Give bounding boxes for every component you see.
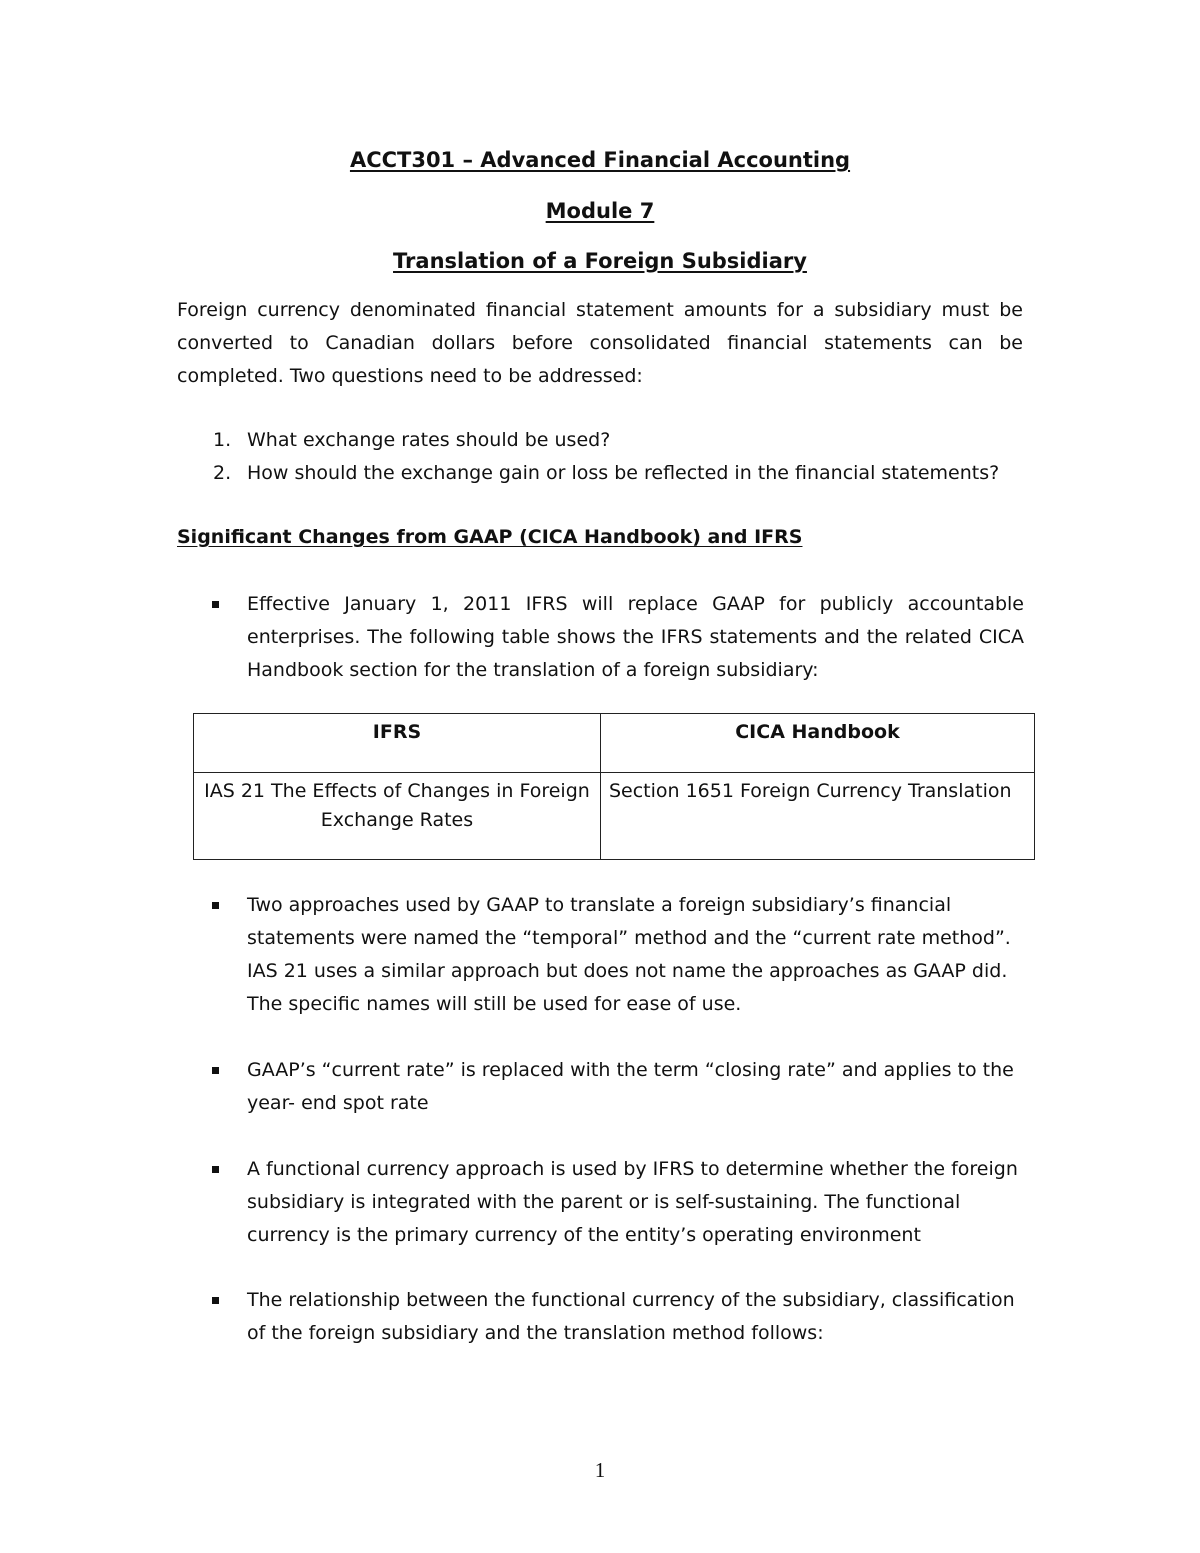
square-bullet-icon — [212, 902, 219, 909]
table-row — [194, 773, 1035, 860]
bullet-item — [212, 1054, 1024, 1120]
bullet-text: The relationship between the functional currency of the subsidiary, classification of the foreign subsidiary and the translation method follows: — [247, 1289, 1015, 1344]
table-cell-ifrs: IAS 21 The Effects of Changes in Foreign Exchange Rates — [194, 773, 601, 860]
bullet-item — [212, 889, 1024, 1021]
square-bullet-icon — [212, 1166, 219, 1173]
list-number: 1. — [213, 429, 232, 451]
section-heading: Significant Changes from GAAP (CICA Handbook) and IFRS — [177, 526, 803, 548]
page-number: 1 — [594, 1458, 606, 1482]
topic-title: Translation of a Foreign Subsidiary — [393, 249, 807, 273]
list-item-text: What exchange rates should be used? — [247, 429, 611, 451]
table-header-cica: CICA Handbook — [600, 714, 1034, 773]
intro-paragraph: Foreign currency denominated financial statement amounts for a subsidiary must be converted to Canadian dollars before consolidated financial statements can be completed. Two questions need to be addressed: — [177, 299, 1023, 387]
bullet-text: Two approaches used by GAAP to translate a foreign subsidiary’s financial statements were named the “temporal” method and the “current rate method”. IAS 21 uses a similar approach but does not name the approaches as GAAP did. The specific names will still be used for ease of use. — [247, 894, 1011, 1015]
square-bullet-icon — [212, 1297, 219, 1304]
list-item — [177, 424, 1037, 457]
standards-table — [193, 713, 1035, 860]
bullet-text: GAAP’s “current rate” is replaced with the term “closing rate” and applies to the year- end spot rate — [247, 1059, 1014, 1114]
table-cell-cica: Section 1651 Foreign Currency Translation — [600, 773, 1034, 860]
list-number: 2. — [213, 462, 232, 484]
table-header-ifrs: IFRS — [194, 714, 601, 773]
list-item — [177, 457, 1037, 490]
bullet-text: A functional currency approach is used by IFRS to determine whether the foreign subsidiary is integrated with the parent or is self-sustaining. The functional currency is the primary currency of the entity’s operating environment — [247, 1158, 1018, 1246]
bullet-item — [212, 1284, 1024, 1350]
square-bullet-icon — [212, 1067, 219, 1074]
course-title: ACCT301 – Advanced Financial Accounting — [349, 148, 851, 172]
bullet-text: Effective January 1, 2011 IFRS will replace GAAP for publicly accountable enterprises. The following table shows the IFRS statements and the related CICA Handbook section for the translation of a foreign subsidiary: — [247, 593, 1024, 681]
bullet-item — [212, 1153, 1024, 1252]
table-header-row — [194, 714, 1035, 773]
bullet-item — [212, 588, 1024, 687]
list-item-text: How should the exchange gain or loss be reflected in the financial statements? — [247, 462, 1000, 484]
module-title: Module 7 — [545, 199, 655, 223]
questions-list — [177, 424, 1037, 490]
square-bullet-icon — [212, 601, 219, 608]
